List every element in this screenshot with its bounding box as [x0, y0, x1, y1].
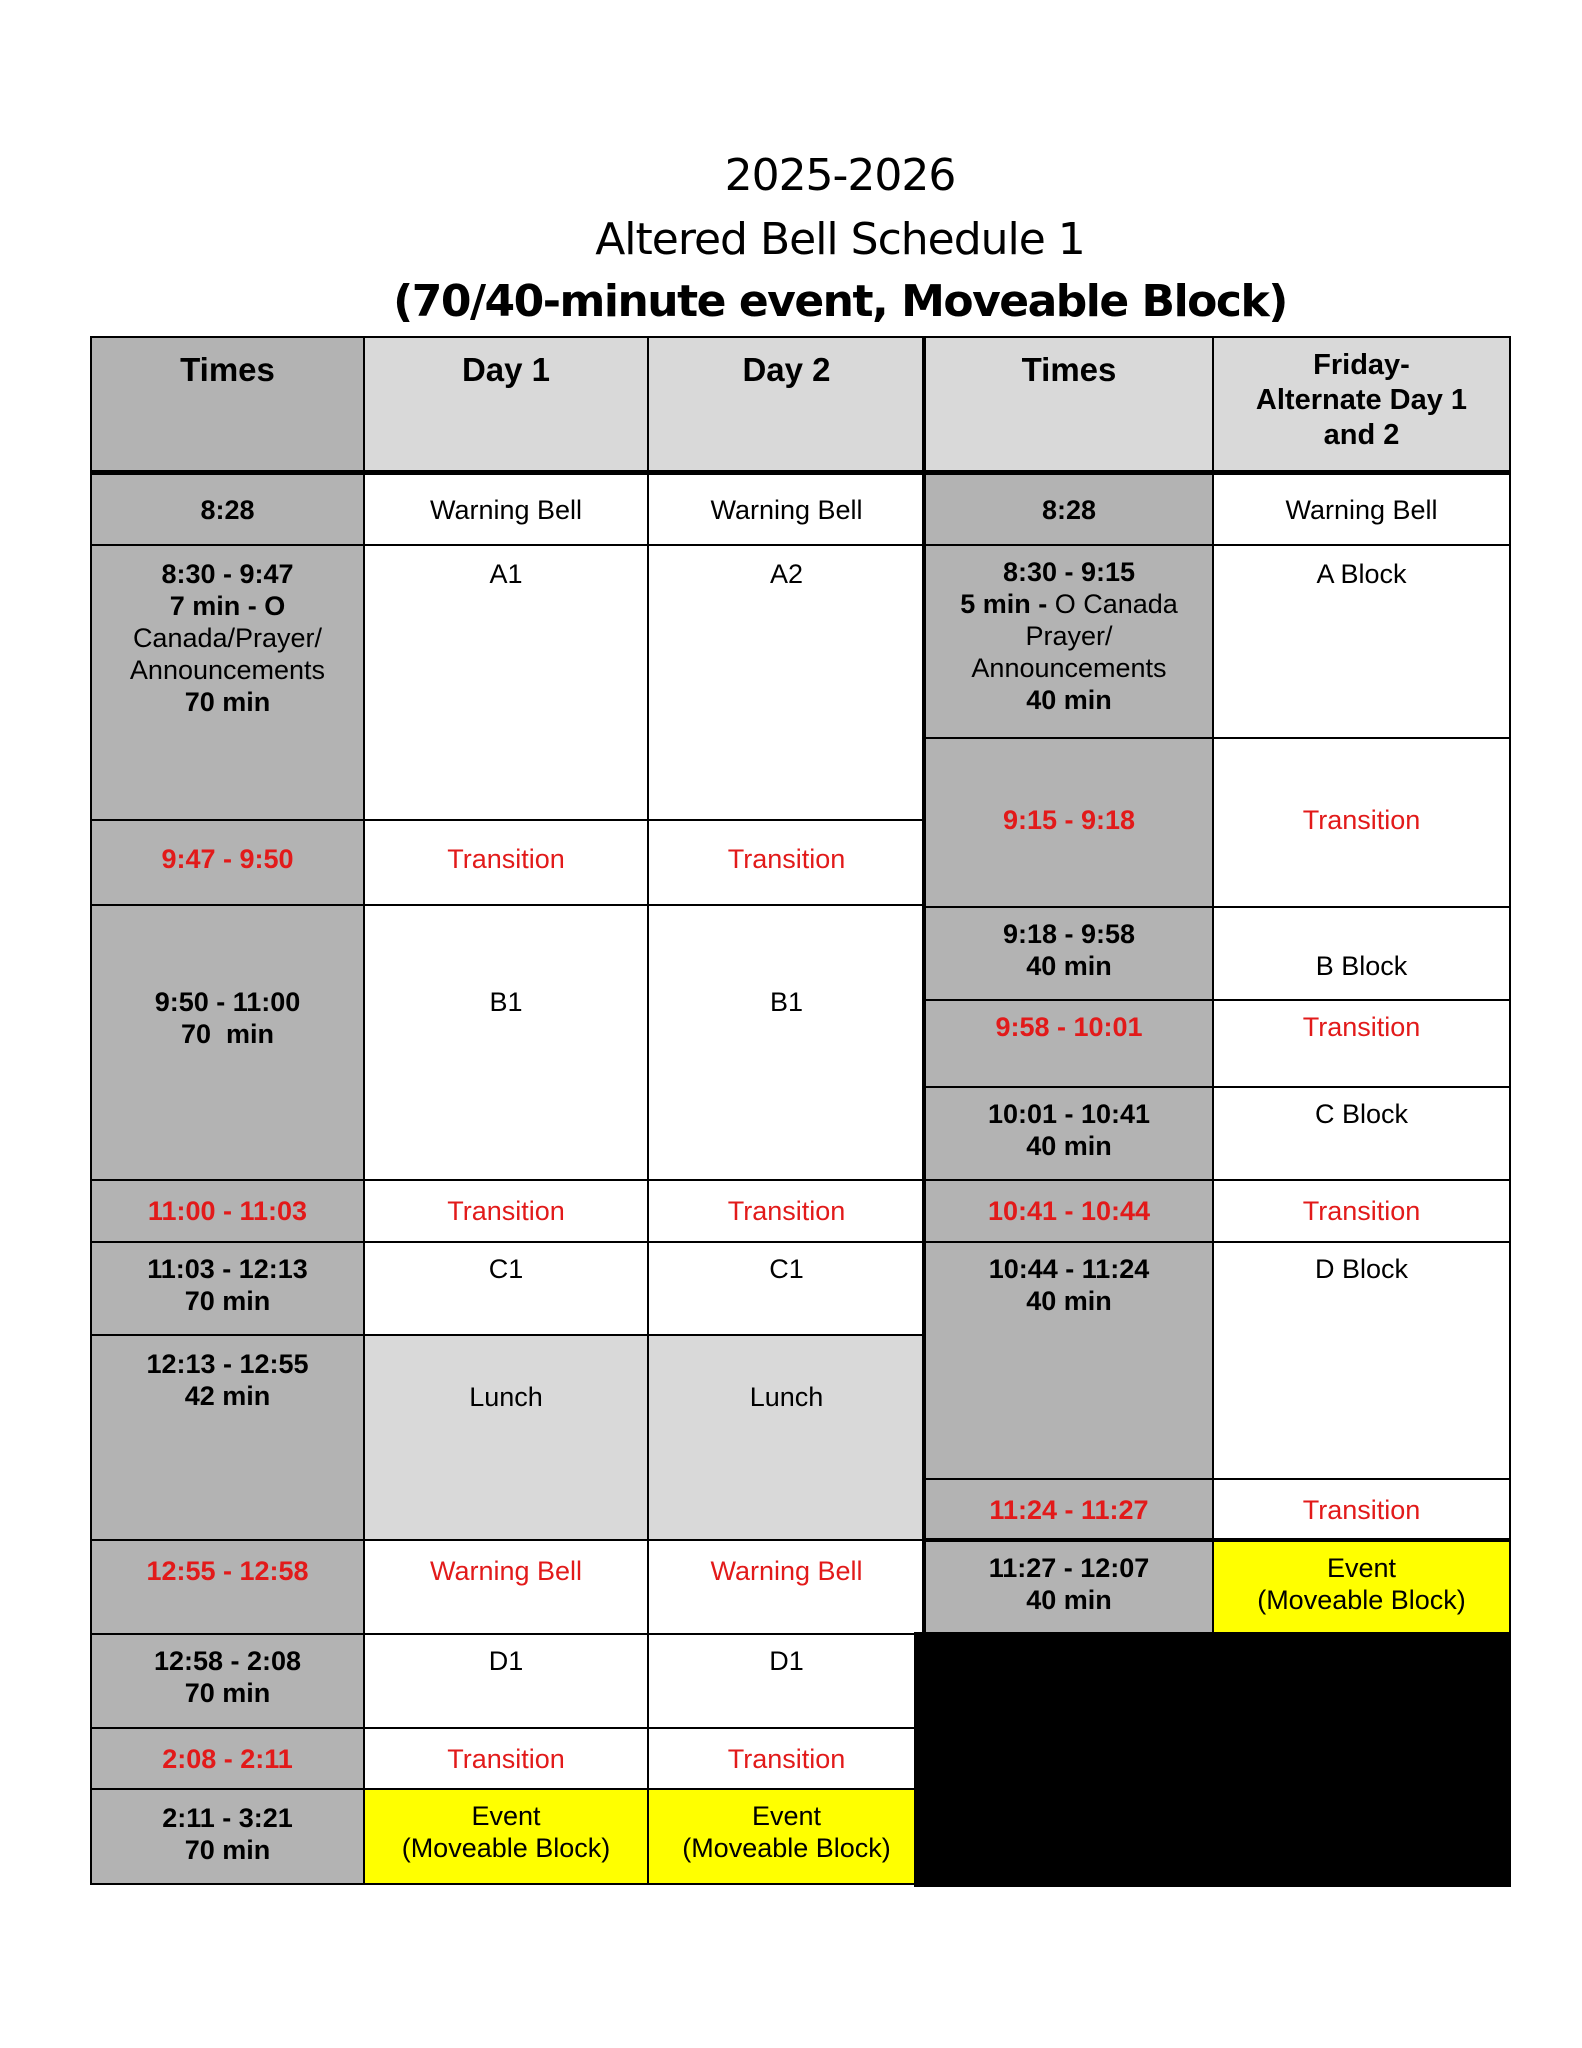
period-label: D Block: [1314, 1254, 1409, 1284]
time-duration: 40 min: [1026, 1286, 1112, 1316]
day2-cell-event: [647, 1788, 926, 1885]
time-cell: [90, 904, 365, 1181]
day2-cell-warning: [647, 1539, 926, 1635]
friday-time-cell-transition: [922, 999, 1214, 1088]
period-label: D1: [769, 1646, 804, 1676]
period-label: Transition: [727, 1196, 846, 1226]
time-range: 9:58 - 10:01: [995, 1012, 1143, 1042]
header-label-line: Alternate Day 1: [1255, 384, 1468, 416]
time-range: 9:47 - 9:50: [161, 843, 294, 874]
time-range: 9:18 - 9:58: [1002, 919, 1136, 949]
day2-cell: [647, 470, 926, 546]
friday-time-cell: [922, 1538, 1214, 1634]
time-duration: 40 min: [1026, 685, 1112, 715]
friday-time-cell: [922, 544, 1214, 739]
period-label: B1: [489, 987, 523, 1017]
friday-time-cell: [922, 906, 1214, 1001]
day2-cell-transition: [647, 1727, 926, 1790]
friday-cell-transition: [1212, 737, 1511, 908]
time-range: 9:15 - 9:18: [1002, 804, 1136, 835]
period-label: C Block: [1314, 1099, 1409, 1129]
time-range: 10:01 - 10:41: [987, 1099, 1151, 1129]
schedule-title: Altered Bell Schedule 1: [595, 214, 1085, 265]
time-note: [960, 588, 1178, 620]
period-label: Transition: [1302, 1196, 1421, 1226]
header-times-left: [90, 336, 365, 474]
time-duration: 40 min: [1026, 1585, 1112, 1615]
period-label: A1: [489, 559, 523, 589]
schedule-subtitle: (70/40-minute event, Moveable Block): [393, 276, 1287, 327]
time-range: 12:58 - 2:08: [153, 1646, 302, 1676]
period-label: Event: [471, 1801, 541, 1831]
time-range: 10:44 - 11:24: [988, 1254, 1150, 1284]
day1-cell-event: [363, 1788, 649, 1885]
time-cell: [90, 1633, 365, 1729]
time-note: Announcements: [971, 653, 1167, 683]
friday-cell-transition: [1212, 1478, 1511, 1542]
header-day-1: [363, 336, 649, 474]
period-label: Transition: [447, 1196, 565, 1226]
time-range: 12:13 - 12:55: [146, 1349, 309, 1379]
time-note: Canada/Prayer/: [132, 623, 323, 653]
header-times-right: [922, 336, 1214, 474]
time-duration: 70 min: [184, 1835, 271, 1865]
header-day-2: [647, 336, 926, 474]
friday-cell: [1212, 1086, 1511, 1181]
period-label: Transition: [727, 843, 846, 874]
time-range: 2:11 - 3:21: [162, 1803, 293, 1833]
period-label: Transition: [727, 1743, 846, 1774]
time-note-bold: 5 min -: [960, 589, 1055, 619]
time-range: 9:50 - 11:00: [154, 987, 301, 1017]
period-sublabel: (Moveable Block): [401, 1833, 611, 1863]
time-range: 11:03 - 12:13: [147, 1254, 308, 1284]
period-label: Warning Bell: [429, 1556, 583, 1586]
friday-cell-event: [1212, 1538, 1511, 1634]
time-range: 11:27 - 12:07: [988, 1553, 1150, 1583]
day2-cell-lunch: [647, 1334, 926, 1541]
period-label: C1: [488, 1254, 524, 1284]
time-range: 12:55 - 12:58: [146, 1556, 309, 1586]
period-label: Transition: [1302, 804, 1421, 835]
friday-cell: [1212, 1241, 1511, 1480]
friday-time-cell: [922, 470, 1214, 546]
time-cell-transition: [90, 819, 365, 906]
period-label: Transition: [447, 1743, 565, 1774]
time-range: 8:28: [200, 494, 255, 525]
day2-cell-transition: [647, 1179, 926, 1243]
period-sublabel: (Moveable Block): [682, 1833, 891, 1863]
time-range: 11:24 - 11:27: [989, 1495, 1149, 1525]
friday-time-cell: [922, 1241, 1214, 1480]
day1-cell-transition: [363, 1179, 649, 1243]
time-range: 11:00 - 11:03: [147, 1196, 308, 1226]
period-label: Warning Bell: [710, 1556, 863, 1586]
time-cell: [90, 1788, 365, 1885]
time-range: 10:41 - 10:44: [987, 1196, 1151, 1226]
time-note: 7 min - O: [169, 591, 286, 621]
period-label: B Block: [1315, 951, 1408, 981]
period-label: Warning Bell: [429, 494, 583, 525]
day2-cell: [647, 1633, 926, 1729]
time-cell-transition: [90, 1539, 365, 1635]
period-sublabel: (Moveable Block): [1257, 1585, 1466, 1615]
time-cell: [90, 1241, 365, 1336]
header-friday: [1212, 336, 1511, 474]
period-label: Transition: [1302, 1495, 1421, 1525]
friday-cell-transition: [1212, 999, 1511, 1088]
time-duration: 42 min: [184, 1381, 271, 1411]
time-cell-transition: [90, 1727, 365, 1790]
friday-cell: [1212, 906, 1511, 1001]
period-label: A Block: [1316, 559, 1407, 589]
friday-cell: [1212, 470, 1511, 546]
period-label: B1: [769, 987, 804, 1017]
period-label: Event: [1326, 1553, 1397, 1583]
time-duration: 40 min: [1026, 1131, 1112, 1161]
day1-cell: [363, 544, 649, 821]
header-label: Day 1: [461, 351, 551, 388]
day1-cell-lunch: [363, 1334, 649, 1541]
header-label-line: Friday-: [1313, 349, 1410, 381]
header-label: Times: [180, 351, 275, 388]
empty-filler-block: [914, 1632, 1511, 1887]
day2-cell-transition: [647, 819, 926, 906]
friday-time-cell-transition: [922, 1478, 1214, 1542]
period-label: C1: [769, 1254, 804, 1284]
time-cell: [90, 544, 365, 821]
time-duration: 70 min: [180, 1019, 275, 1049]
time-duration: 40 min: [1026, 951, 1112, 981]
header-label: Times: [1021, 351, 1117, 388]
time-cell: [90, 1334, 365, 1541]
period-label: Lunch: [469, 1382, 543, 1412]
day1-cell-warning: [363, 1539, 649, 1635]
period-label: Warning Bell: [1285, 494, 1438, 525]
header-label-line: and 2: [1323, 419, 1400, 451]
time-note: Announcements: [129, 655, 326, 685]
time-cell-transition: [90, 1179, 365, 1243]
friday-time-cell-transition: [922, 737, 1214, 908]
day1-cell: [363, 1241, 649, 1336]
day1-cell: [363, 470, 649, 546]
period-label: Warning Bell: [710, 494, 863, 525]
period-label: Transition: [1302, 1012, 1421, 1042]
time-note-inline: O Canada: [1054, 589, 1178, 619]
day2-cell: [647, 904, 926, 1181]
friday-time-cell: [922, 1086, 1214, 1181]
friday-cell: [1212, 544, 1511, 739]
time-range: 8:28: [1041, 494, 1097, 525]
period-label: Transition: [447, 843, 565, 874]
friday-cell-transition: [1212, 1179, 1511, 1243]
period-label: D1: [488, 1646, 524, 1676]
time-range: 8:30 - 9:15: [1002, 557, 1136, 587]
header-label: Day 2: [742, 351, 831, 388]
day1-cell: [363, 904, 649, 1181]
time-cell: [90, 470, 365, 546]
period-label: Lunch: [749, 1382, 824, 1412]
period-label: Event: [751, 1801, 822, 1831]
day1-cell-transition: [363, 1727, 649, 1790]
time-duration: 70 min: [184, 687, 271, 717]
friday-time-cell-transition: [922, 1179, 1214, 1243]
time-duration: 70 min: [184, 1678, 271, 1708]
day2-cell: [647, 544, 926, 821]
day2-cell: [647, 1241, 926, 1336]
time-range: 8:30 - 9:47: [161, 559, 294, 589]
day1-cell: [363, 1633, 649, 1729]
schedule-year: 2025-2026: [724, 150, 956, 201]
time-note: Prayer/: [1025, 621, 1113, 651]
time-duration: 70 min: [184, 1286, 271, 1316]
time-range: 2:08 - 2:11: [162, 1743, 293, 1774]
day1-cell-transition: [363, 819, 649, 906]
period-label: A2: [769, 559, 804, 589]
